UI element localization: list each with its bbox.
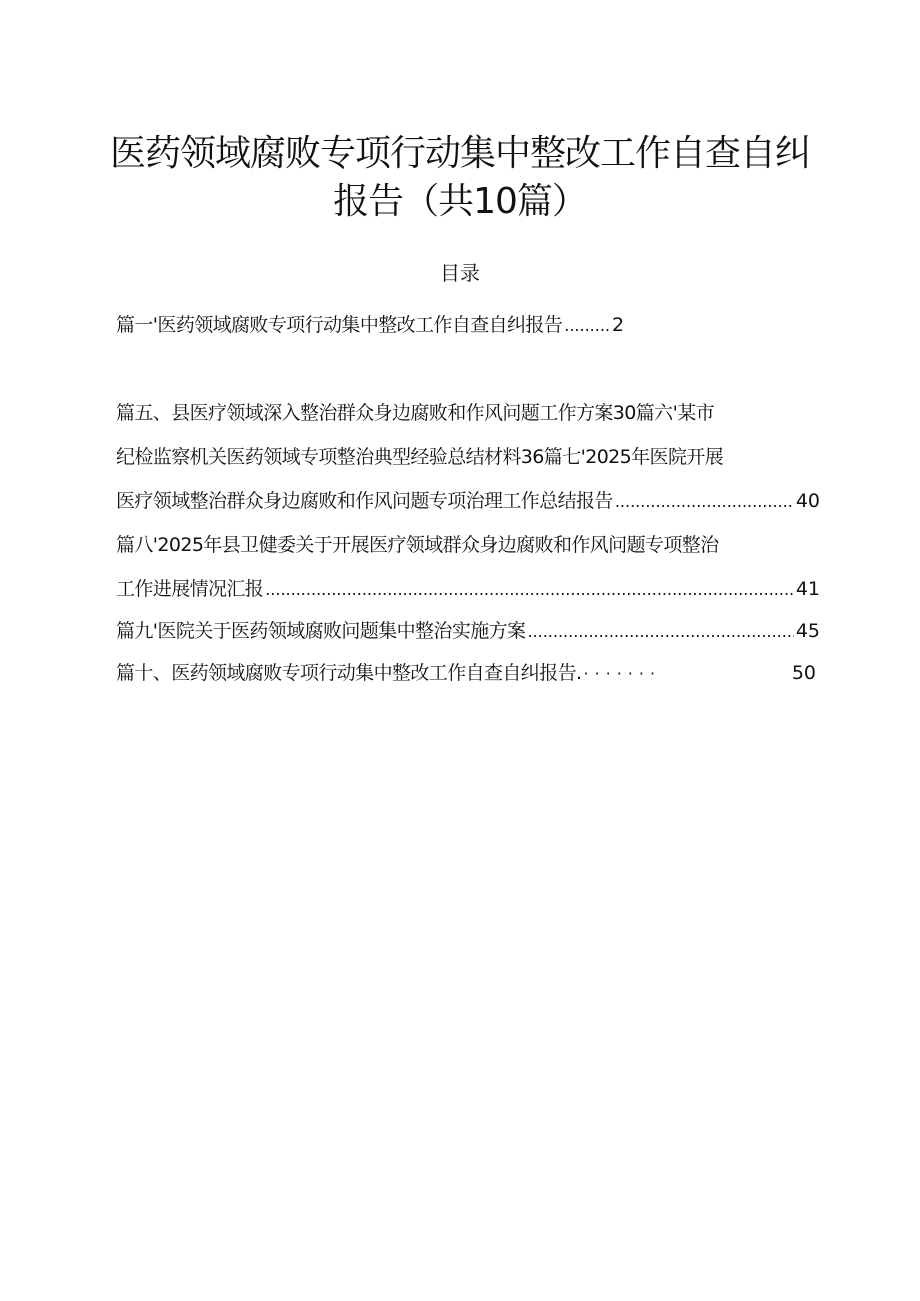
toc-page-number: 41	[795, 578, 820, 600]
document-title-line-2: 报告（共10篇）	[333, 181, 587, 222]
toc-entry-2[interactable]	[116, 396, 820, 430]
toc-entry-text: 医疗领域整治群众身边腐败和作风问题专项治理工作总结报告	[116, 490, 613, 512]
toc-page-number: 50	[791, 662, 816, 684]
toc-leader	[583, 657, 789, 690]
toc-entry-7[interactable]	[116, 614, 820, 648]
toc-entry-6[interactable]	[116, 572, 820, 606]
toc-heading: 目录	[440, 261, 480, 285]
toc-leader	[527, 615, 793, 648]
toc-entry-text: 篇九'医院关于医药领域腐败问题集中整治实施方案	[116, 620, 526, 642]
toc-entry-3[interactable]	[116, 440, 820, 474]
toc-entry-text: 篇十、医药领域腐败专项行动集中整改工作自查自纠报告.	[116, 662, 582, 684]
toc-leader	[265, 573, 794, 606]
toc-entry-text: 篇一'医药领域腐败专项行动集中整改工作自查自纠报告	[116, 314, 563, 336]
toc-entry-text: 篇五、县医疗领域深入整治群众身边腐败和作风问题工作方案30篇六'某市	[116, 402, 715, 424]
toc-leader	[564, 309, 610, 342]
toc-page-number: 40	[795, 490, 820, 512]
toc-page-number: 2	[612, 314, 625, 336]
toc-page-number: 45	[795, 620, 820, 642]
toc-entry-text: 工作进展情况汇报	[116, 578, 264, 600]
toc-entry-text: 篇八'2025年县卫健委关于开展医疗领域群众身边腐败和作风问题专项整治	[116, 534, 719, 556]
toc-entry-8[interactable]	[116, 656, 816, 690]
toc-entry-5[interactable]	[116, 528, 820, 562]
document-title-line-1: 医药领域腐败专项行动集中整改工作自查自纠	[109, 133, 810, 174]
toc-entry-4[interactable]	[116, 484, 820, 518]
toc-leader	[615, 485, 794, 518]
toc-entry-1[interactable]	[116, 308, 624, 342]
toc-entry-text: 纪检监察机关医药领域专项整治典型经验总结材料36篇七'2025年医院开展	[116, 446, 724, 468]
